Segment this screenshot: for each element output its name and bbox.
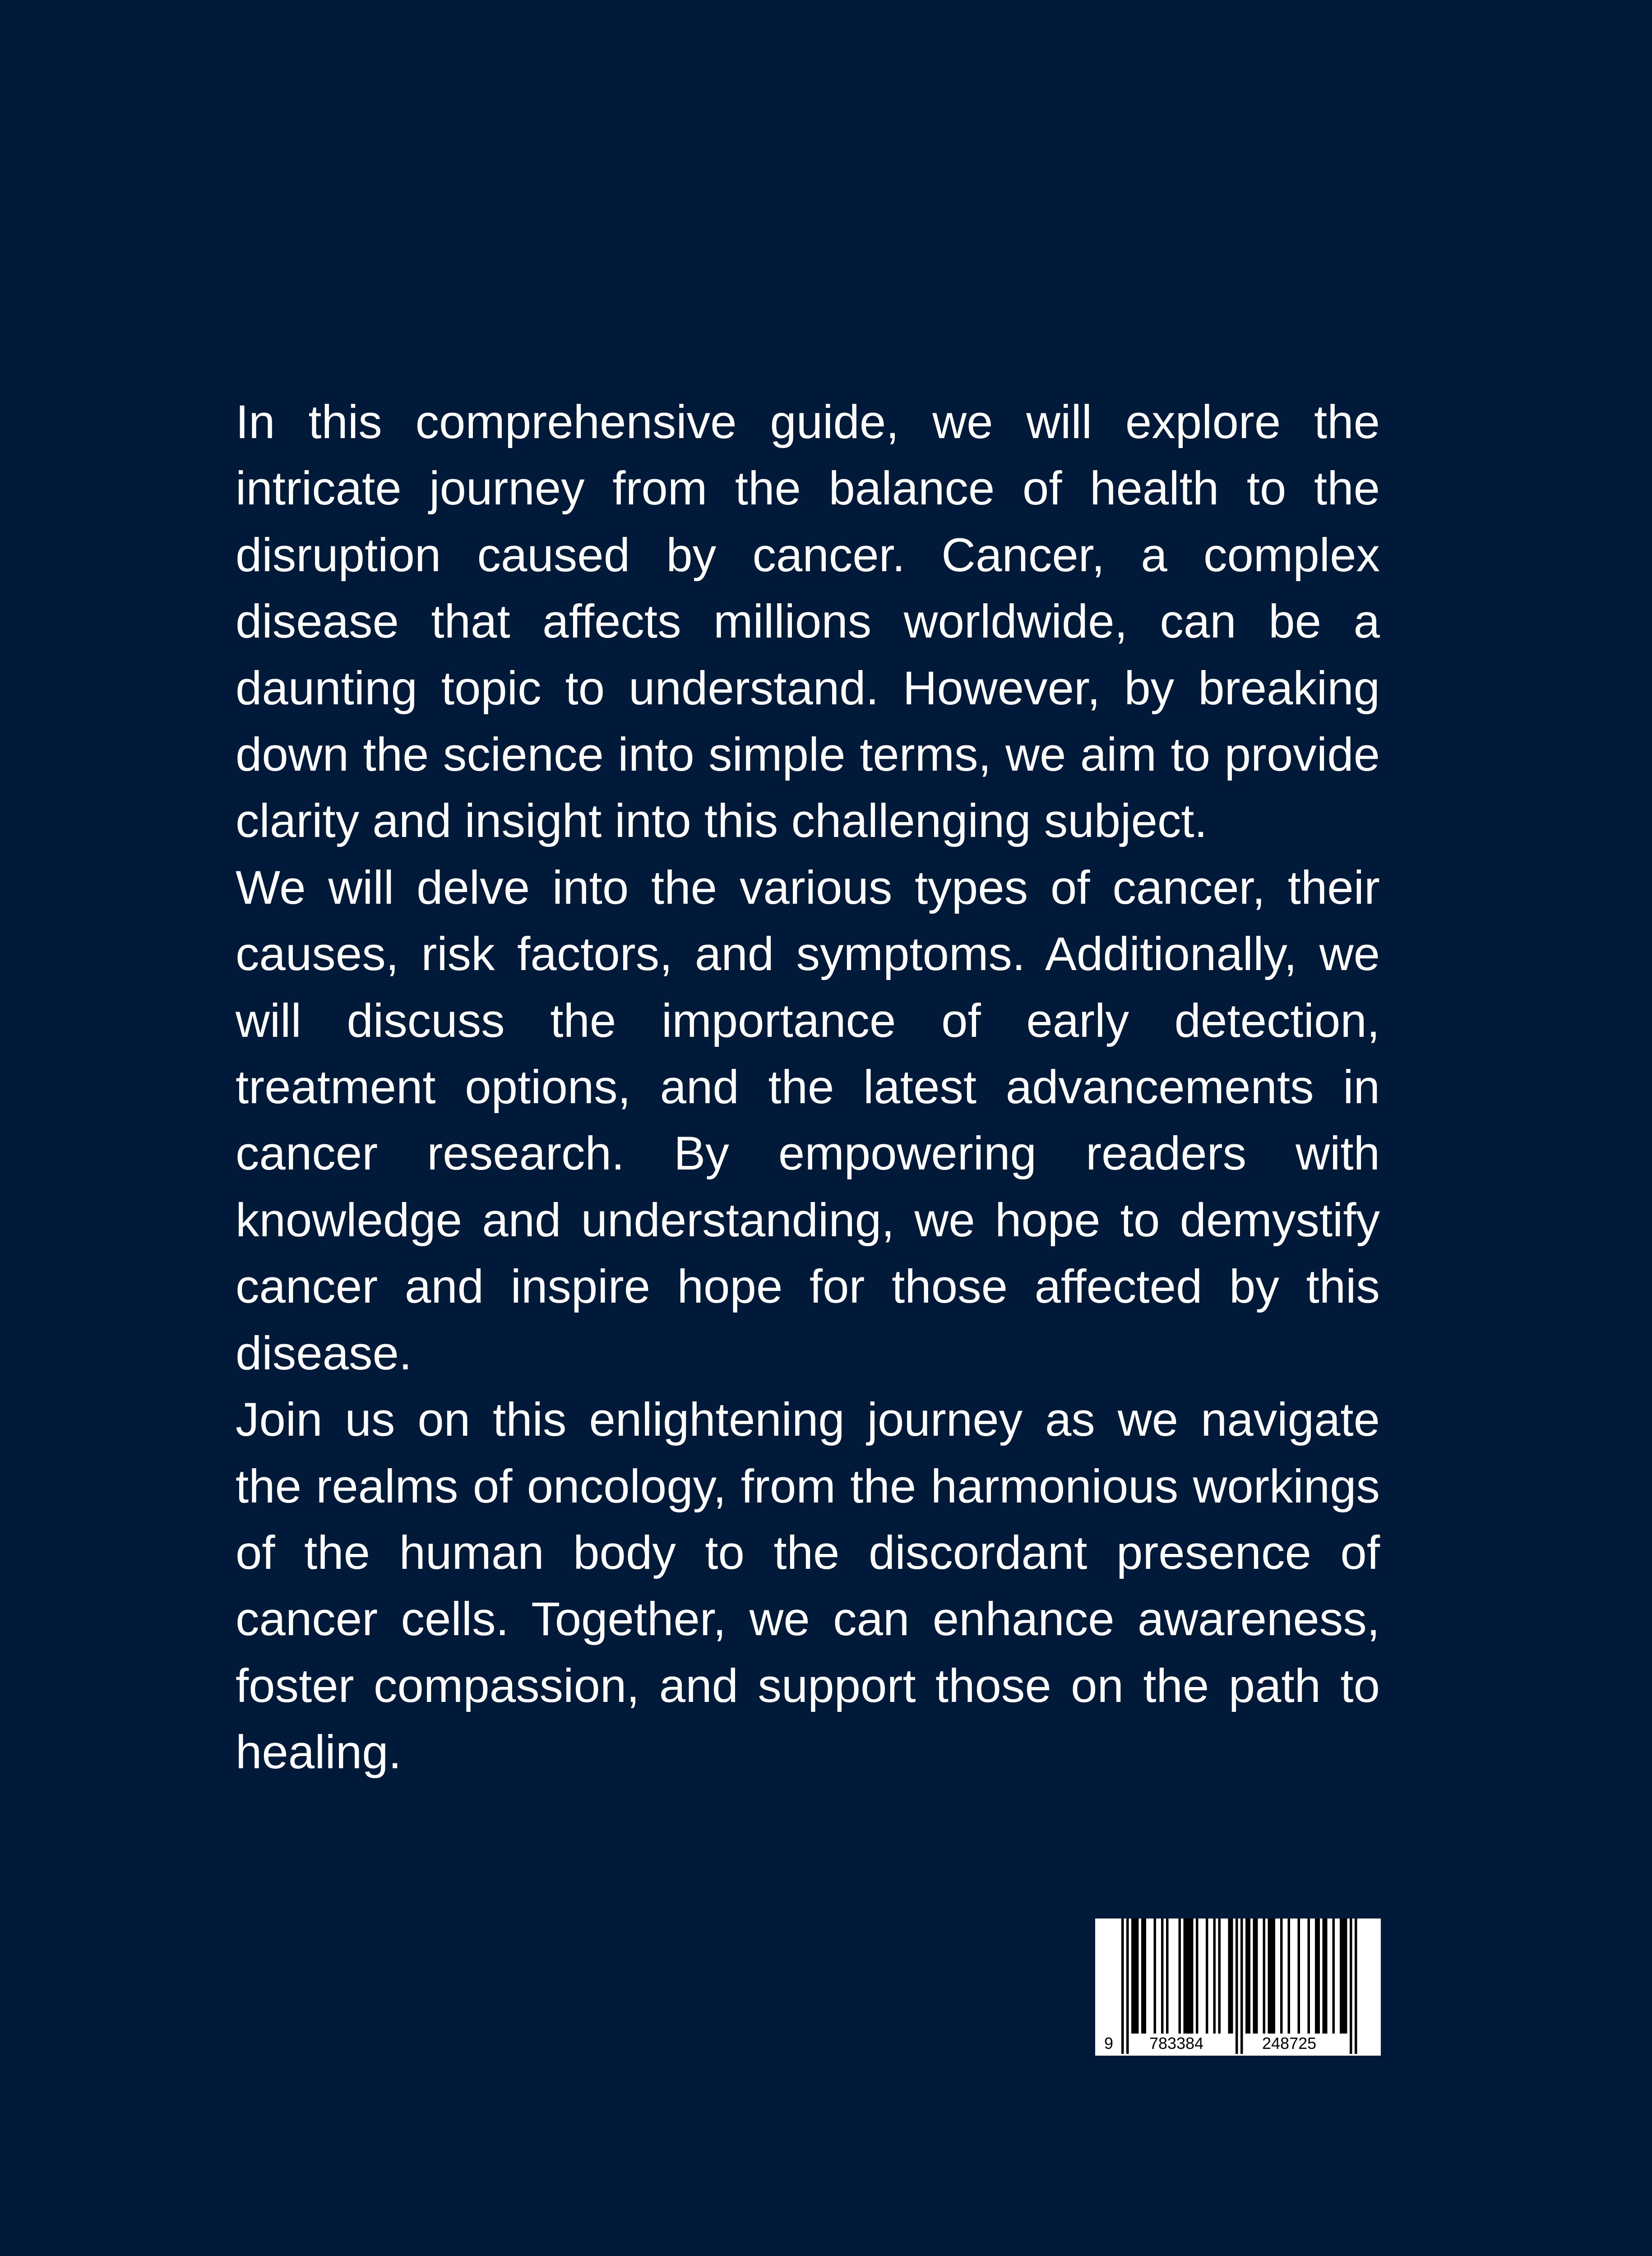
barcode-bar [1245, 1919, 1248, 2034]
barcode-bar [1263, 1919, 1266, 2034]
barcode-bar [1355, 1919, 1357, 2054]
barcode-left-group: 783384 [1149, 2034, 1204, 2053]
barcode-bar [1333, 1919, 1335, 2034]
barcode-bar [1340, 1919, 1342, 2034]
barcode-bar [1325, 1919, 1328, 2034]
blurb-paragraph-1: In this comprehensive guide, we will explore the intricate journey from the balance of health to the disruption caused by cancer. Cancer, a complex disease that affects millions worldwide, can be a daunting topic to understand. However, by breaking down the science into simple terms, we aim to provide clarity and insight into this challenging subject. [236, 396, 1380, 848]
barcode-bar [1350, 1919, 1352, 2054]
barcode-bar [1134, 1919, 1137, 2034]
barcode-bar [1121, 1919, 1124, 2054]
barcode-bar [1231, 1919, 1233, 2034]
barcode-bar [1288, 1919, 1291, 2034]
barcode-bar [1240, 1919, 1243, 2054]
barcode-right-group: 248725 [1262, 2034, 1317, 2053]
barcode-bar [1213, 1919, 1216, 2034]
barcode-bar [1161, 1919, 1164, 2034]
barcode-bar [1270, 1919, 1273, 2034]
barcode-bar [1166, 1919, 1169, 2034]
barcode-bar [1345, 1919, 1347, 2034]
barcode-bar [1196, 1919, 1199, 2034]
barcode-bar [1318, 1919, 1320, 2034]
barcode-bar [1126, 1919, 1129, 2054]
barcode-bar [1228, 1919, 1231, 2034]
barcode-bar [1218, 1919, 1221, 2034]
barcode-bar [1189, 1919, 1191, 2034]
barcode-bar [1144, 1919, 1147, 2034]
barcode-bar [1154, 1919, 1157, 2034]
barcode-bar [1136, 1919, 1139, 2034]
barcode-bar [1255, 1919, 1258, 2034]
barcode-bar [1308, 1919, 1310, 2034]
barcode-bar [1273, 1919, 1276, 2034]
blurb-paragraph-3: Join us on this enlightening journey as we navigate the realms of oncology, from the harmonious workings of the human body to the discordant presence of cancer cells. Together, we can enhance awareness, foster compassion, and support those on the path to healing. [236, 1393, 1380, 1779]
barcode-bar [1184, 1919, 1186, 2034]
barcode-bar [1191, 1919, 1194, 2034]
barcode-bar [1280, 1919, 1283, 2034]
barcode-bar [1131, 1919, 1134, 2034]
barcode-bar [1236, 1919, 1238, 2054]
barcode-bar [1268, 1919, 1271, 2034]
barcode-bar [1253, 1919, 1256, 2034]
barcode-bar [1298, 1919, 1300, 2034]
barcode-bar [1179, 1919, 1181, 2034]
barcode-bars [1095, 1919, 1381, 2056]
barcode-bar [1315, 1919, 1318, 2034]
back-cover-blurb [236, 389, 1380, 1786]
isbn-barcode [1095, 1919, 1381, 2056]
barcode-lead-digit: 9 [1104, 2034, 1114, 2053]
barcode-bar [1248, 1919, 1251, 2034]
barcode-bar [1206, 1919, 1208, 2034]
blurb-paragraph-2: We will delve into the various types of cancer, their causes, risk factors, and symptoms. Additionally, we will discuss the importance of early detection, treatment options, and the latest advancements in cancer research. By empowering readers with knowledge and understanding, we hope to demystify cancer and inspire hope for those affected by this disease. [236, 861, 1380, 1380]
barcode-bar [1342, 1919, 1345, 2034]
barcode-bar [1141, 1919, 1144, 2034]
barcode-bar [1186, 1919, 1189, 2034]
barcode-bar [1323, 1919, 1325, 2034]
